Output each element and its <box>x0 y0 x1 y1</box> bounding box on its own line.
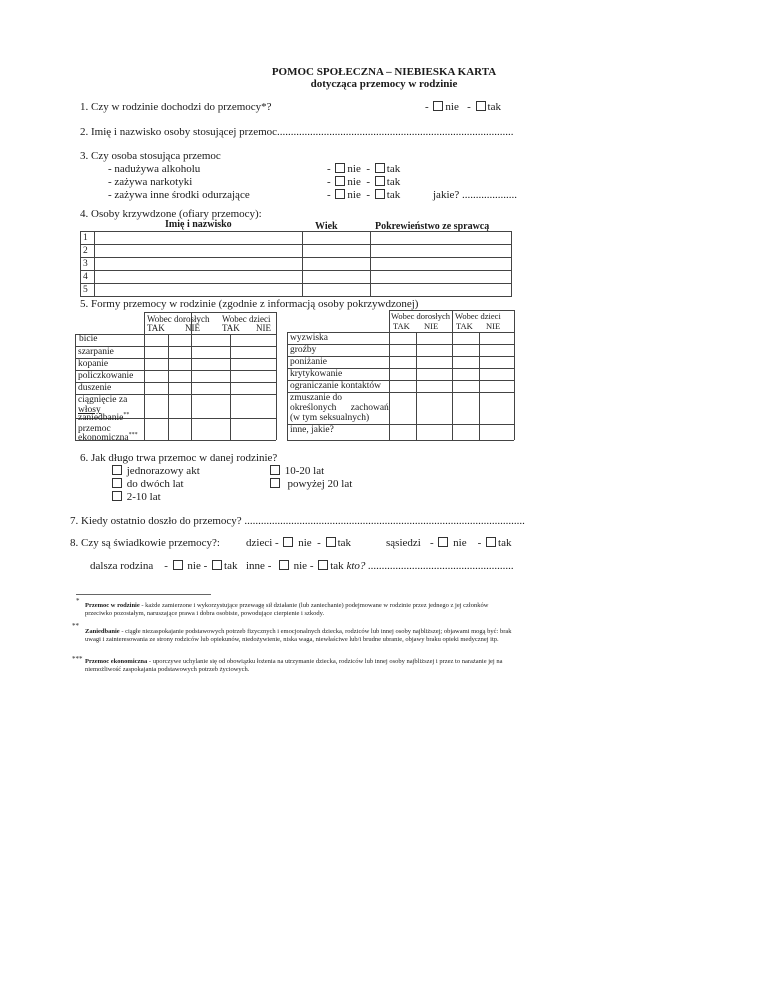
form-ciagniecie: ciągnięcie za <box>78 395 128 405</box>
question-7[interactable]: 7. Kiedy ostatnio doszło do przemocy? ...................................................................................................... <box>70 515 525 527</box>
form-wlosy: włosy <box>78 405 101 415</box>
q6-option-2[interactable]: do dwóch lat <box>110 478 184 490</box>
victims-table <box>80 231 512 297</box>
q5-adults-header: Wobec dorosłych <box>147 314 210 324</box>
q6-option-3[interactable]: 2-10 lat <box>110 491 161 503</box>
form-kopanie: kopanie <box>78 359 109 369</box>
footnote-separator <box>76 594 211 595</box>
q3-2-no-checkbox[interactable] <box>335 176 345 186</box>
form-policzkowanie: policzkowanie <box>78 371 134 381</box>
q3-3-yes-checkbox[interactable] <box>375 189 385 199</box>
q8-neighbours-no-checkbox[interactable] <box>438 537 448 547</box>
question-2[interactable]: 2. Imię i nazwisko osoby stosującej przemoc...................................................................................... <box>80 126 514 138</box>
form-seksualnych: (w tym seksualnych) <box>290 413 370 423</box>
table-row: 5 <box>81 284 512 297</box>
footnote-3-mark: *** <box>72 655 83 663</box>
q5-right-children-nie: NIE <box>486 321 501 331</box>
form-ponizanie: poniżanie <box>290 357 327 367</box>
q5-right-adults-nie: NIE <box>424 321 439 331</box>
q6-option-4[interactable]: 10-20 lat <box>268 465 324 477</box>
q3-1-no-checkbox[interactable] <box>335 163 345 173</box>
q8-children-no-checkbox[interactable] <box>283 537 293 547</box>
page-title: POMOC SPOŁECZNA – NIEBIESKA KARTA <box>271 66 497 78</box>
q1-yes-checkbox[interactable] <box>476 101 486 111</box>
q4-col-relation: Pokrewieństwo ze sprawcą <box>375 221 490 232</box>
q6-3-checkbox[interactable] <box>112 491 122 501</box>
form-wyzwiska: wyzwiska <box>290 333 328 343</box>
q8-children-yes-checkbox[interactable] <box>326 537 336 547</box>
q8-family-no-checkbox[interactable] <box>173 560 183 570</box>
q6-2-checkbox[interactable] <box>112 478 122 488</box>
q5-right-adults-header: Wobec dorosłych <box>391 311 451 321</box>
q3-item-alcohol: - nadużywa alkoholu <box>108 163 201 175</box>
footnote-1-mark: * <box>76 597 80 605</box>
form-duszenie: duszenie <box>78 383 112 393</box>
q8-other: inne - nie - tak kto? ..................................................... <box>246 560 514 572</box>
q6-5-checkbox[interactable] <box>270 478 280 488</box>
q1-no-checkbox[interactable] <box>433 101 443 111</box>
q5-adults-nie: NIE <box>185 323 200 333</box>
q1-yes-label: tak <box>487 101 501 113</box>
q5-right-children-tak: TAK <box>456 321 473 331</box>
form-ekonomiczna: ekonomiczna*** <box>78 432 138 444</box>
question-1: 1. Czy w rodzinie dochodzi do przemocy*? <box>80 101 272 113</box>
q8-other-no-checkbox[interactable] <box>279 560 289 570</box>
q6-4-checkbox[interactable] <box>270 465 280 475</box>
form-przemoc: przemoc <box>78 424 111 434</box>
form-bicie: bicie <box>79 334 98 344</box>
table-row: 4 <box>81 271 512 284</box>
table-row: 1 <box>81 232 512 245</box>
question-5: 5. Formy przemocy w rodzinie (zgodnie z informacją osoby pokrzywdzonej) <box>80 298 419 310</box>
table-row: 3 <box>81 258 512 271</box>
q8-who-field[interactable]: kto? ..................................................... <box>346 560 514 572</box>
form-zaniedbanie: zaniedbanie** <box>78 412 130 424</box>
q6-option-5[interactable]: powyżej 20 lat <box>268 478 352 490</box>
q5-children-header: Wobec dzieci <box>222 314 271 324</box>
table-row: 2 <box>81 245 512 258</box>
form-ograniczanie: ograniczanie kontaktów <box>290 381 382 391</box>
q5-adults-tak: TAK <box>147 323 165 333</box>
question-3: 3. Czy osoba stosująca przemoc <box>80 150 221 162</box>
q3-2-yes-checkbox[interactable] <box>375 176 385 186</box>
footnote-2: Zaniedbanie - ciągłe niezaspokajanie podstawowych potrzeb fizycznych i emocjonalnych dziecka, rodziców lub innej osoby najbliższej; objawami mogą być: brak uwagi i zainteresowania ze strony rodziców lub opiekunów, niedożywienie, niska waga, niewłaściwe lub/i brudne ubranie, objawy braku opieki medycznej itp. <box>85 628 512 643</box>
footnote-1: Przemoc w rodzinie - każde zamierzone i wykorzystujące przewagę sił działanie (lub zaniechanie) podejmowane w rodzinie przez jednego z jej członków przeciwko pozostałym, naruszające prawa i dobra osobiste, powodujące cierpienie i szkody. <box>85 602 489 617</box>
q8-family: dalsza rodzina - nie - tak <box>90 560 238 572</box>
form-krytykowanie: krytykowanie <box>290 369 343 379</box>
q4-col-name: Imię i nazwisko <box>165 219 232 230</box>
q3-3-no-checkbox[interactable] <box>335 189 345 199</box>
page-subtitle: dotycząca przemocy w rodzinie <box>310 78 458 90</box>
form-zmuszanie: zmuszanie do <box>290 393 342 403</box>
q8-other-yes-checkbox[interactable] <box>318 560 328 570</box>
q1-no-label: nie <box>445 101 459 113</box>
q8-children: dzieci - nie - tak <box>246 537 352 549</box>
footnote-3: Przemoc ekonomiczna - uporczywe uchylanie się od obowiązku łożenia na utrzymanie dziecka, rodziców lub innej osoby najbliższej i przez to narażanie jej na niemożliwość zaspokajania podstawowych potrzeb życiowych. <box>85 658 503 673</box>
q3-item-other: - zażywa inne środki odurzające <box>108 189 250 201</box>
q6-option-1[interactable]: jednorazowy akt <box>110 465 200 477</box>
question-6: 6. Jak długo trwa przemoc w danej rodzinie? <box>80 452 278 464</box>
q5-children-tak: TAK <box>222 323 240 333</box>
footnote-2-mark: ** <box>72 622 79 630</box>
q6-1-checkbox[interactable] <box>112 465 122 475</box>
q5-right-adults-tak: TAK <box>393 321 410 331</box>
q8-neighbours-yes-checkbox[interactable] <box>486 537 496 547</box>
q3-answers-2: - nie - tak <box>327 176 401 188</box>
q4-col-age: Wiek <box>315 221 338 232</box>
form-okreslonych: określonych zachowań <box>290 403 389 413</box>
q1-answers: - nie - tak <box>425 101 501 113</box>
q3-item-drugs: - zażywa narkotyki <box>108 176 193 188</box>
q3-answers-3: - nie - tak <box>327 189 401 201</box>
question-4: 4. Osoby krzywdzone (ofiary przemocy): <box>80 208 262 220</box>
q8-neighbours-label: sąsiedzi <box>386 537 421 549</box>
form-inne: inne, jakie? <box>290 425 334 435</box>
q3-answers-1: - nie - tak <box>327 163 401 175</box>
form-grozby: groźby <box>290 345 317 355</box>
q8-family-yes-checkbox[interactable] <box>212 560 222 570</box>
q5-right-children-header: Wobec dzieci <box>455 311 501 321</box>
q3-1-yes-checkbox[interactable] <box>375 163 385 173</box>
q8-neighbours: - nie - tak <box>430 537 512 549</box>
question-8: 8. Czy są świadkowie przemocy?: <box>70 537 220 549</box>
q3-which-field[interactable]: jakie? .................... <box>433 189 518 201</box>
q5-children-nie: NIE <box>256 323 271 333</box>
form-szarpanie: szarpanie <box>78 347 114 357</box>
